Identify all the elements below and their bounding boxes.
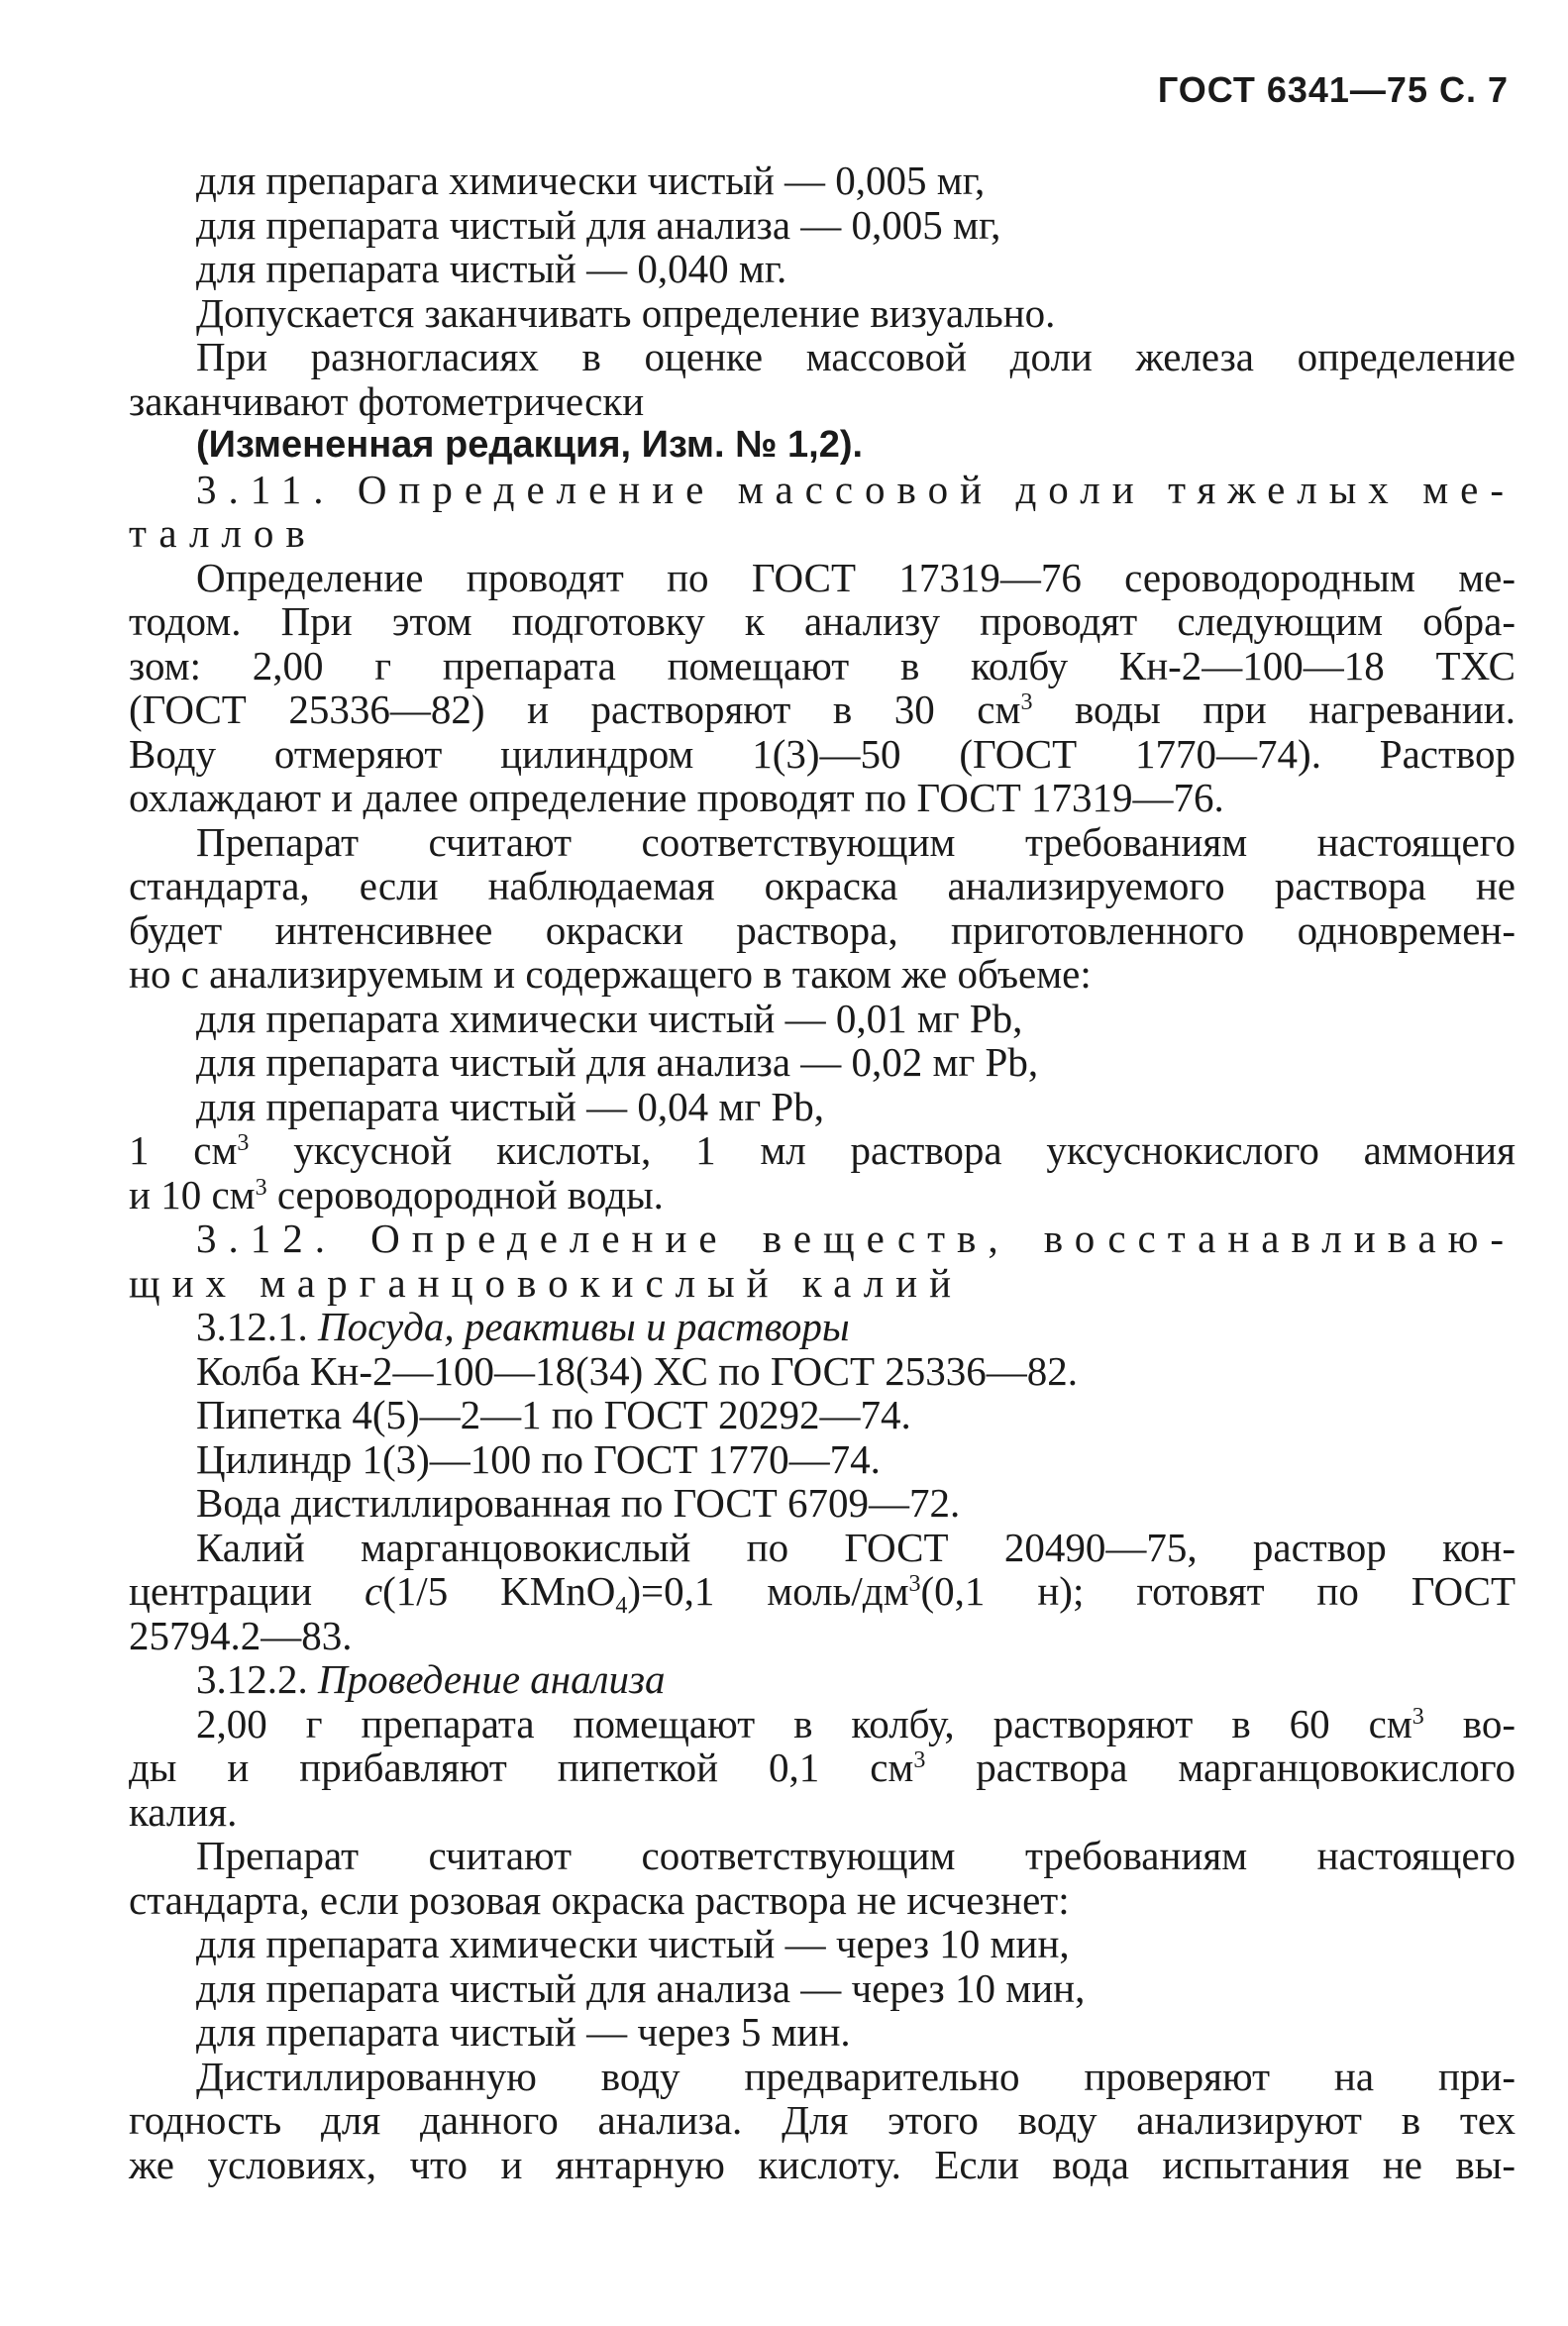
text-line: Воду отмеряют цилиндром 1(3)—50 (ГОСТ 1770—74). Раствор xyxy=(129,730,1516,777)
section-heading: щих марганцовокислый калий xyxy=(129,1259,964,1306)
text-run: раствора марганцовокислого xyxy=(925,1744,1516,1790)
text-line: 25794.2—83. xyxy=(129,1612,353,1658)
subsection-number: 3.12.1. xyxy=(196,1304,318,1349)
text-run: (0,1 н); готовят по ГОСТ xyxy=(920,1568,1516,1614)
text-line: заканчивают фотометрически xyxy=(129,377,645,424)
text-run: ды и прибавляют пипеткой 0,1 см xyxy=(129,1744,914,1790)
text-line: Определение проводят по ГОСТ 17319—76 сероводородным ме- xyxy=(196,554,1516,600)
section-heading: 3.11. Определение массовой доли тяжелых ме- xyxy=(196,466,1516,512)
superscript: 3 xyxy=(908,1571,921,1597)
subsection-title: Посуда, реактивы и растворы xyxy=(318,1304,850,1349)
text-line: Калий марганцовокислый по ГОСТ 20490—75, раствор кон- xyxy=(196,1524,1516,1570)
text-line: Вода дистиллированная по ГОСТ 6709—72. xyxy=(196,1480,961,1526)
text-line: тодом. При этом подготовку к анализу проводят следующим обра- xyxy=(129,598,1516,644)
text-line: стандарта, если розовая окраска раствора не исчезнет: xyxy=(129,1876,1070,1923)
text-line xyxy=(129,1128,1516,1173)
text-line: Препарат считают соответствующим требованиям настоящего xyxy=(196,818,1516,865)
text-line: При разногласиях в оценке массовой доли железа определение xyxy=(196,334,1516,379)
section-heading: 3.12. Определение веществ, восстанавливаю- xyxy=(196,1216,1516,1261)
text-run: )=0,1 моль/дм xyxy=(627,1568,909,1614)
text-line: Цилиндр 1(3)—100 по ГОСТ 1770—74. xyxy=(196,1435,881,1482)
subsection-title: Проведение анализа xyxy=(318,1656,666,1702)
text-line: Колба Кн-2—100—18(34) ХС по ГОСТ 25336—82. xyxy=(196,1347,1079,1394)
text-line: Пипетка 4(5)—2—1 по ГОСТ 20292—74. xyxy=(196,1392,911,1437)
text-line xyxy=(129,1568,1516,1619)
text-line: для препарата химически чистый — через 10 мин, xyxy=(196,1921,1070,1966)
superscript: 3 xyxy=(1020,689,1033,715)
superscript: 3 xyxy=(913,1747,926,1773)
text-line xyxy=(129,687,1516,732)
text-line: же условиях, что и янтарную кислоту. Если вода испытания не вы- xyxy=(129,2141,1516,2187)
text-run: во- xyxy=(1423,1700,1516,1746)
superscript: 3 xyxy=(237,1130,250,1156)
text-run: (ГОСТ 25336—82) и растворяют в 30 см xyxy=(129,687,1021,732)
text-run: и 10 см xyxy=(129,1171,256,1217)
text-line: для препарата чистый для анализа — 0,005 мг, xyxy=(196,201,1001,248)
text-line: калия. xyxy=(129,1788,238,1835)
text-line: Дистиллированную воду предварительно проверяют на при- xyxy=(196,2053,1516,2099)
text-run: воды при нагревании. xyxy=(1032,687,1516,732)
text-run: сероводородной воды. xyxy=(266,1171,664,1217)
subscript: 4 xyxy=(615,1593,628,1619)
text-line: для препарата чистый — через 5 мин. xyxy=(196,2009,851,2055)
subsection-heading xyxy=(129,1305,1516,1349)
text-run: 2,00 г препарата помещают в колбу, растворяют в 60 см xyxy=(196,1700,1412,1746)
text-line: годность для данного анализа. Для этого воду анализируют в тех xyxy=(129,2097,1516,2143)
amendment-note: (Измененная редакция, Изм. № 1,2). xyxy=(196,424,864,466)
text-run: (1/5 KMnO xyxy=(382,1568,616,1614)
text-line xyxy=(129,1173,1516,1217)
superscript: 3 xyxy=(255,1174,267,1201)
text-run: 1 см xyxy=(129,1127,238,1173)
text-line: охлаждают и далее определение проводят по ГОСТ 17319—76. xyxy=(129,775,1224,820)
text-line: для препарата химически чистый — 0,01 мг Pb, xyxy=(196,995,1023,1041)
text-line: Допускается заканчивать определение визуально. xyxy=(196,289,1056,336)
text-line: но с анализируемым и содержащего в таком же объеме: xyxy=(129,951,1092,997)
text-run: с xyxy=(364,1568,383,1614)
subsection-number: 3.12.2. xyxy=(196,1656,318,1702)
text-line: зом: 2,00 г препарата помещают в колбу Кн-2—100—18 ТХС xyxy=(129,642,1516,688)
text-line xyxy=(129,1745,1516,1790)
page-header: ГОСТ 6341—75 С. 7 xyxy=(1157,69,1509,110)
text-run: центрации xyxy=(129,1568,365,1614)
text-line: стандарта, если наблюдаемая окраска анализируемого раствора не xyxy=(129,863,1516,908)
text-line: для препарата чистый — 0,040 мг. xyxy=(196,246,787,291)
text-run: уксусной кислоты, 1 мл раствора уксуснокислого аммония xyxy=(249,1127,1516,1173)
text-line: для препарата чистый для анализа — через 10 мин, xyxy=(196,1964,1086,2011)
text-line: для препарага химически чистый — 0,005 мг, xyxy=(196,158,986,203)
section-heading: таллов xyxy=(129,510,317,556)
document-body xyxy=(129,159,1516,2186)
subsection-heading xyxy=(129,1657,1516,1702)
text-line: для препарата чистый — 0,04 мг Pb, xyxy=(196,1083,824,1129)
text-line xyxy=(129,1702,1516,1746)
text-line: будет интенсивнее окраски раствора, приготовленного одновремен- xyxy=(129,906,1516,953)
superscript: 3 xyxy=(1411,1703,1424,1730)
text-line: Препарат считают соответствующим требованиям настоящего xyxy=(196,1833,1516,1878)
text-line: для препарата чистый для анализа — 0,02 мг Pb, xyxy=(196,1039,1039,1085)
